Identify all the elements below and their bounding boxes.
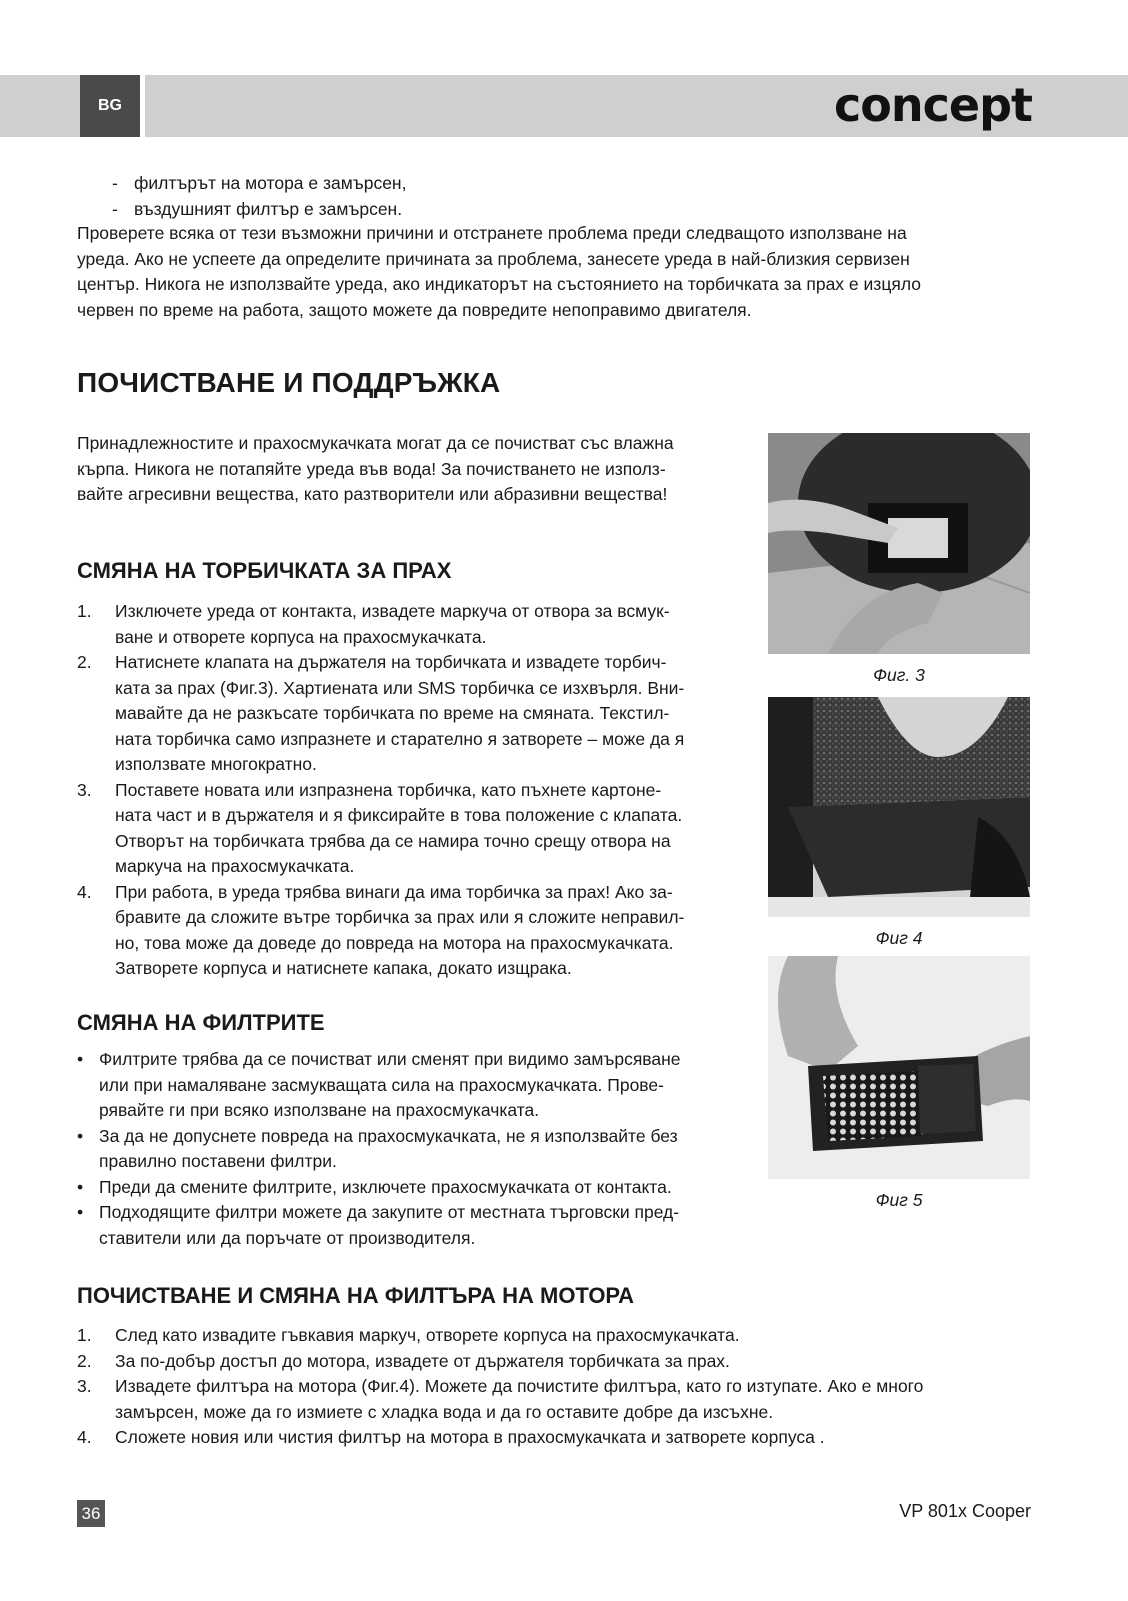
text-line: • За да не допуснете повреда на прахосмукачката, не я използвайте без	[99, 1125, 678, 1146]
text-line: Сложете новия или чистия филтър на мотора в прахосмукачката и затворете корпуса .	[115, 1427, 825, 1447]
text-line: Проверете всяка от тези възможни причини и отстранете проблема преди следващото използване на	[77, 223, 907, 243]
text-line: уреда. Ако не успеете да определите причината за проблема, занесете уреда в най-близкия сервизен	[77, 248, 910, 269]
intro-paragraph	[77, 221, 1037, 323]
text-line: вайте агресивни вещества, като разтворители или абразивни вещества!	[77, 484, 668, 504]
step-number: 4.	[77, 1427, 92, 1447]
list-item	[77, 1349, 1037, 1375]
list-item	[77, 1374, 1037, 1425]
motor-filter-steps-list	[77, 1323, 1037, 1451]
text-line: но, това може да доведе до повреда на мотора на прахосмукачката.	[115, 932, 674, 953]
text-line: център. Никога не използвайте уреда, ако индикаторът на състоянието на торбичката за прах е изцяло	[77, 274, 921, 294]
text-line: маркуча на прахосмукачката.	[115, 856, 355, 876]
text-line: Натиснете клапата на държателя на торбичката и извадете торбич-	[115, 652, 667, 672]
text-line: Отворът на торбичката трябва да се намира точно срещу отвора на	[115, 830, 671, 851]
dash-item: - филтърът на мотора е замърсен,	[112, 171, 1012, 197]
text-line: Затворете корпуса и натиснете капака, докато изщрака.	[115, 958, 572, 978]
figure-5-photo	[768, 956, 1030, 1179]
text-line: • Подходящите филтри можете да закупите от местната търговски пред-	[99, 1202, 680, 1222]
intro-dash-list	[112, 171, 1012, 222]
text-line: За по-добър достъп до мотора, извадете от държателя торбичката за прах.	[115, 1350, 730, 1371]
text-line: използвате многократно.	[115, 754, 317, 774]
text-line: Принадлежностите и прахосмукачката могат да се почистват със влажна	[77, 433, 674, 453]
text-line: • Филтрите трябва да се почистват или сменят при видимо замърсяване	[99, 1049, 681, 1069]
language-badge: BG	[80, 75, 145, 137]
text-line: При работа, в уреда трябва винаги да има торбичка за прах! Ако за-	[115, 881, 673, 902]
step-number: 1.	[77, 1325, 92, 1345]
text-line: ставители или да поръчате от производителя.	[99, 1227, 476, 1248]
text-line: замърсен, може да го измиете с хладка вода и да го оставите добре да изсъхне.	[115, 1401, 774, 1422]
list-item	[77, 1323, 1037, 1349]
list-item	[77, 599, 767, 650]
brand-logo: concept	[833, 78, 1032, 132]
page-number: 36	[77, 1500, 105, 1527]
text-line: След като извадите гъвкавия маркуч, отворете корпуса на прахосмукачката.	[115, 1325, 740, 1345]
dash-item: - въздушният филтър е замърсен.	[112, 197, 1012, 223]
list-item	[77, 778, 767, 880]
filters-bullet-list	[77, 1047, 767, 1251]
figure-3-photo	[768, 433, 1030, 654]
subsection-title-motor-filter: ПОЧИСТВАНЕ И СМЯНА НА ФИЛТЪРА НА МОТОРА	[77, 1283, 635, 1308]
text-line: ване и отворете корпуса на прахосмукачката.	[115, 626, 487, 647]
figure-5-caption: Фиг 5	[875, 1190, 923, 1210]
text-line: червен по време на работа, защото можете да повредите непоправимо двигателя.	[77, 299, 752, 320]
text-line: или при намаляване засмукващата сила на прахосмукачката. Прове-	[99, 1074, 664, 1095]
text-line: Изключете уреда от контакта, извадете маркуча от отвора за всмук-	[115, 601, 670, 621]
text-line: Поставете новата или изпразнена торбичка, като пъхнете картоне-	[115, 779, 662, 800]
step-number: 2.	[77, 652, 92, 672]
list-item	[77, 1124, 767, 1175]
step-number: 3.	[77, 1376, 92, 1396]
text-line: мавайте да не разкъсате торбичката по време на смяната. Текстил-	[115, 703, 670, 723]
section-title-cleaning: ПОЧИСТВАНЕ И ПОДДРЪЖКА	[77, 367, 501, 398]
text-line: ната част и в държателя и я фиксирайте в това положение с клапата.	[115, 805, 683, 825]
subsection-title-bag: СМЯНА НА ТОРБИЧКАТА ЗА ПРАХ	[77, 558, 452, 583]
step-number: 1.	[77, 601, 92, 621]
text-line: рявайте ги при всяко използване на прахосмукачката.	[99, 1100, 540, 1120]
list-item	[77, 1200, 767, 1251]
step-number: 4.	[77, 881, 92, 902]
step-number: 2.	[77, 1350, 92, 1371]
model-name: VP 801x Cooper	[899, 1501, 1031, 1521]
list-item	[77, 880, 767, 982]
text-line: ката за прах (Фиг.3). Хартиената или SMS торбичка се изхвърля. Вни-	[115, 677, 685, 698]
figure-3-caption: Фиг. 3	[873, 665, 925, 685]
list-item	[77, 1425, 1037, 1451]
text-line: Извадете филтъра на мотора (Фиг.4). Можете да почистите филтъра, като го изтупате. Ако е много	[115, 1376, 924, 1396]
list-item	[77, 650, 767, 778]
list-item	[77, 1175, 767, 1201]
list-item	[77, 1047, 767, 1124]
step-number: 3.	[77, 779, 92, 800]
text-line: • Преди да смените филтрите, изключете прахосмукачката от контакта.	[99, 1176, 672, 1197]
figure-4-caption: Фиг 4	[875, 928, 923, 948]
cleaning-paragraph	[77, 431, 757, 508]
subsection-title-filters: СМЯНА НА ФИЛТРИТЕ	[77, 1010, 325, 1035]
text-line: правилно поставени филтри.	[99, 1151, 337, 1171]
text-line: ната торбичка само изпразнете и старателно я затворете – може да я	[115, 728, 685, 749]
figure-4-photo	[768, 697, 1030, 917]
text-line: бравите да сложите вътре торбичка за прах или я сложите неправил-	[115, 907, 685, 927]
bag-steps-list	[77, 599, 767, 982]
text-line: кърпа. Никога не потапяйте уреда във вода! За почистването не използ-	[77, 458, 666, 479]
